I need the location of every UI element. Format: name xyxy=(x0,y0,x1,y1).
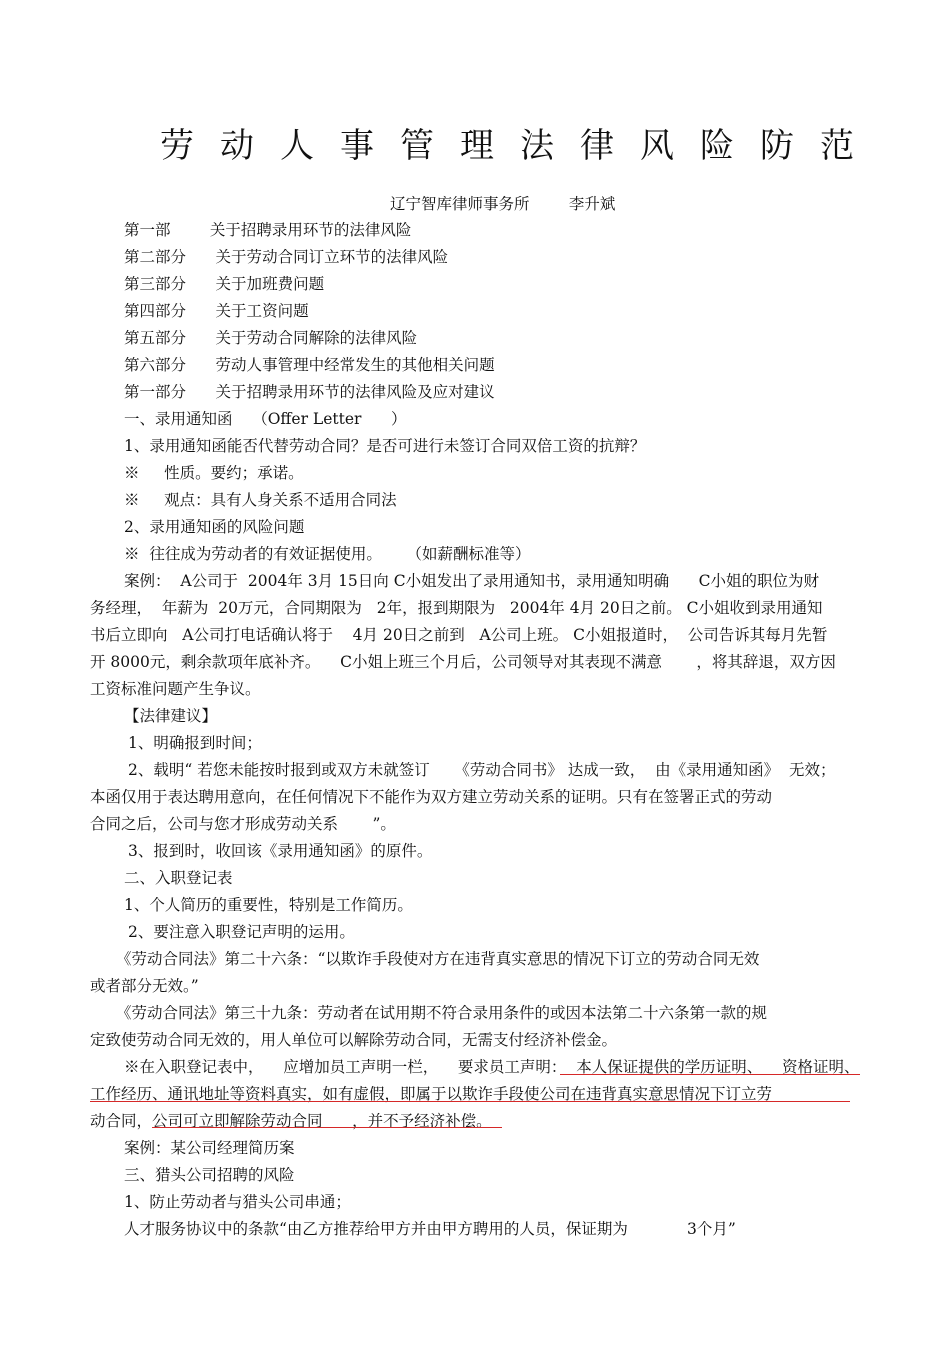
body-line: 或者部分无效。” xyxy=(90,977,199,995)
body-line: 1、录用通知函能否代替劳动合同？是否可进行未签订合同双倍工资的抗辩？ xyxy=(124,437,646,455)
toc-item: 第三部分 关于加班费问题 xyxy=(124,275,325,293)
body-line: 2、要注意入职登记声明的运用。 xyxy=(128,923,355,941)
body-line: 案例： A公司于 2004年 3月 15日向 C小姐发出了录用通知书，录用通知明确 C小姐的职位为财 xyxy=(124,572,819,590)
body-line: ※ 性质。要约；承诺。 xyxy=(124,464,304,482)
body-line: 合同之后，公司与您才形成劳动关系 ”。 xyxy=(90,815,396,833)
author-line: 辽宁智库律师事务所 李升斌 xyxy=(390,195,616,213)
body-line: 工作经历、通讯地址等资料真实，如有虚假，即属于以欺诈手段使公司在违背真实意思情况下订立劳 xyxy=(90,1085,773,1103)
red-underline-mark xyxy=(560,1074,860,1075)
body-line: 《劳动合同法》第三十九条：劳动者在试用期不符合录用条件的或因本法第二十六条第一款的规 xyxy=(116,1004,768,1022)
body-line: 定致使劳动合同无效的，用人单位可以解除劳动合同，无需支付经济补偿金。 xyxy=(90,1031,618,1049)
body-line: 工资标准问题产生争议。 xyxy=(90,680,261,698)
toc-item: 第一部 关于招聘录用环节的法律风险 xyxy=(124,221,412,239)
body-line: 书后立即向 A公司打电话确认将于 4月 20日之前到 A公司上班。 C小姐报道时， 公司告诉其每月先暂 xyxy=(90,626,828,644)
body-line: ※ 往往成为劳动者的有效证据使用。 （如薪酬标准等） xyxy=(124,545,531,563)
body-line: 2、录用通知函的风险问题 xyxy=(124,518,305,536)
toc-item: 第四部分 关于工资问题 xyxy=(124,302,309,320)
body-line: 《劳动合同法》第二十六条：“以欺诈手段使对方在违背真实意思的情况下订立的劳动合同无效 xyxy=(116,950,760,968)
document-title: 劳动人事管理法律风险防范 xyxy=(160,126,880,166)
red-underline-mark xyxy=(152,1127,502,1128)
body-line: ※在入职登记表中， 应增加员工声明一栏， 要求员工声明： 本人保证提供的学历证明、 资格证明、 xyxy=(124,1058,860,1076)
body-line: 动合同，公司可立即解除劳动合同 ，并不予经济补偿。 xyxy=(90,1112,492,1130)
section-heading: 【法律建议】 xyxy=(124,707,218,725)
section-heading: 一、录用通知函 （Offer Letter ） xyxy=(124,410,407,428)
body-line: 本函仅用于表达聘用意向，在任何情况下不能作为双方建立劳动关系的证明。只有在签署正式的劳动 xyxy=(90,788,773,806)
body-line: 1、防止劳动者与猎头公司串通； xyxy=(124,1193,351,1211)
section-heading: 二、入职登记表 xyxy=(124,869,233,887)
toc-item: 第一部分 关于招聘录用环节的法律风险及应对建议 xyxy=(124,383,495,401)
body-line: 开 8000元，剩余款项年底补齐。 C小姐上班三个月后，公司领导对其表现不满意 ，将其辞退，双方因 xyxy=(90,653,836,671)
body-line: 务经理， 年薪为 20万元，合同期限为 2年，报到期限为 2004年 4月 20日之前。 C小姐收到录用通知 xyxy=(90,599,823,617)
toc-item: 第六部分 劳动人事管理中经常发生的其他相关问题 xyxy=(124,356,495,374)
body-line: 2、载明“ 若您未能按时报到或双方未就签订 《劳动合同书》 达成一致， 由《录用通知函》 无效； xyxy=(128,761,836,779)
body-line: 1、明确报到时间； xyxy=(128,734,262,752)
body-line: 人才服务协议中的条款“由乙方推荐给甲方并由甲方聘用的人员，保证期为 3个月” xyxy=(124,1220,736,1238)
body-line: ※ 观点：具有人身关系不适用合同法 xyxy=(124,491,397,509)
red-underline-mark xyxy=(90,1101,850,1102)
toc-item: 第二部分 关于劳动合同订立环节的法律风险 xyxy=(124,248,449,266)
toc-item: 第五部分 关于劳动合同解除的法律风险 xyxy=(124,329,418,347)
body-line: 1、个人简历的重要性，特别是工作简历。 xyxy=(124,896,413,914)
section-heading: 三、猎头公司招聘的风险 xyxy=(124,1166,295,1184)
body-line: 3、报到时，收回该《录用通知函》的原件。 xyxy=(128,842,433,860)
body-line: 案例：某公司经理简历案 xyxy=(124,1139,295,1157)
